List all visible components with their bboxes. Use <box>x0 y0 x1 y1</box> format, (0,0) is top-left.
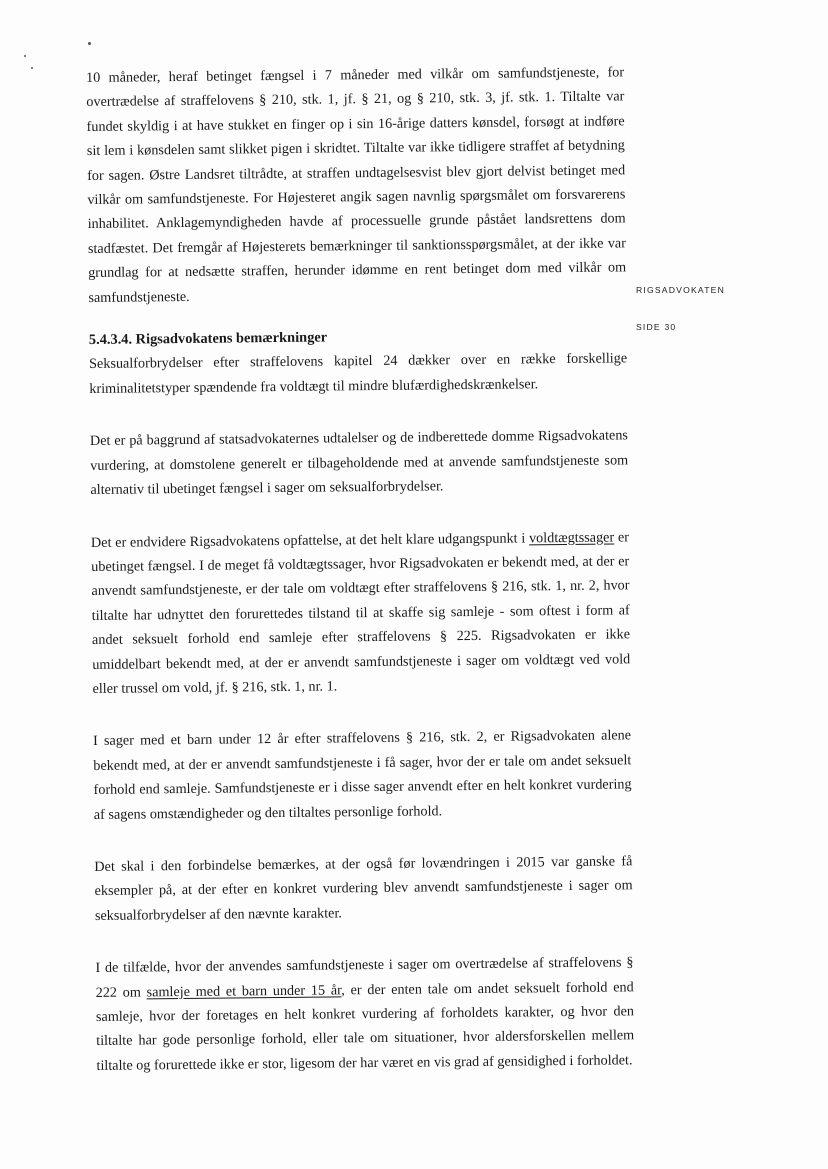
intro-paragraph: 10 måneder, heraf betinget fængsel i 7 måneder med vilkår om samfundstjeneste, for overtrædelse af straffelovens § 210, stk. 1, jf. § 21, og § 210, stk. 3, jf. stk. 1. Tiltalte var fundet skyldig i at have stukket en finger op i sin 16-årige datters kønsdel, forsøgt at indføre sit lem i kønsdelen samt slikket pigen i skridtet. Tiltalte var ikke tidligere straffet af betydning for sagen. Østre Landsret tiltrådte, at straffen undtagelsesvist blev gjort delvist betinget med vilkår om samfundstjeneste. For Højesteret angik sagen navnlig spørgsmålet om forsvarerens inhabilitet. Anklagemyndigheden havde af processuelle grunde påstået landsrettens dom stadfæstet. Det fremgår af Højesterets bemærkninger til sanktionsspørgsmålet, at der ikke var grundlag for at nedsætte straffen, herunder idømme en rent betinget dom med vilkår om samfundstjeneste. <box>86 64 627 306</box>
paragraph-5: Det skal i den forbindelse bemærkes, at der også før lovændringen i 2015 var ganske få eksempler på, at der efter en konkret vurdering blev anvendt samfundstjeneste i sager om seksualforbrydelser af den nævnte karakter. <box>94 853 633 924</box>
paragraph-6-rest: , er der enten tale om andet seksuelt forhold end samleje, hvor der foretages en helt konkret vurdering af forholdets karakter, og hvor den tiltalte har gode personlige forhold, eller tale om situationer, hvor aldersforskellen mellem tiltalte og forurettede ikke er stor, ligesom der har været en vis grad af gensidighed i forholdet. <box>95 978 635 1074</box>
scan-speck <box>31 67 33 69</box>
page-number: SIDE 30 <box>636 322 677 332</box>
paragraph-3-start: Det er endvidere Rigsadvokatens opfattelse, at det helt klare udgangspunkt i <box>90 529 530 551</box>
section-heading: 5.4.3.4. Rigsadvokatens bemærkninger <box>88 329 328 349</box>
underlined-term-voldtaegtssager: voldtægtssager <box>528 528 615 546</box>
organization-label: RIGSADVOKATEN <box>636 285 725 295</box>
paragraph-2: Det er på baggrund af statsadvokaternes udtalelser og de indberettede domme Rigsadvokatens vurdering, at domstolene generelt er tilbageholdende med at anvende samfundstjeneste som alternativ til ubetinget fængsel i sager om seksualforbrydelser. <box>89 427 629 499</box>
paragraph-6 <box>95 951 634 1079</box>
paragraph-1: Seksualforbrydelser efter straffelovens kapitel 24 dækker over en række forskellige kriminalitetstyper spændende fra voldtægt til mindre blufærdighedskrænkelser. <box>89 350 628 397</box>
paragraph-6-start: I de tilfælde, hvor der anvendes samfundstjeneste i sager om overtrædelse af straffelovens § 222 om <box>95 954 634 1001</box>
paragraph-3 <box>91 525 631 701</box>
scan-speck <box>88 42 91 45</box>
paragraph-3-rest: er ubetinget fængsel. I de meget få voldtægtssager, hvor Rigsadvokaten er bekendt med, at der er anvendt samfundstjeneste, er der tale om voldtægt efter straffelovens § 216, stk. 1, nr. 2, hvor tiltalte har udnyttet den forurettedes tilstand til at skaffe sig samleje - som oftest i form af andet seksuelt forhold end samleje efter straffelovens § 225. Rigsadvokaten er ikke umiddelbart bekendt med, at der er anvendt samfundstjeneste i sager om voldtægt ved vold eller trussel om vold, jf. § 216, stk. 1, nr. 1. <box>91 528 631 697</box>
paragraph-4: I sager med et barn under 12 år efter straffelovens § 216, stk. 2, er Rigsadvokaten alene bekendt med, at der er anvendt samfundstjeneste i få sager, hvor der er tale om andet seksuelt forhold end samleje. Samfundstjeneste er i disse sager anvendt efter en helt konkret vurdering af sagens omstændigheder og den tiltaltes personlige forhold. <box>92 727 632 823</box>
underlined-term-samleje: samleje med et barn under 15 år <box>146 981 342 1001</box>
scan-speck <box>24 55 26 57</box>
body-text <box>86 60 635 1078</box>
